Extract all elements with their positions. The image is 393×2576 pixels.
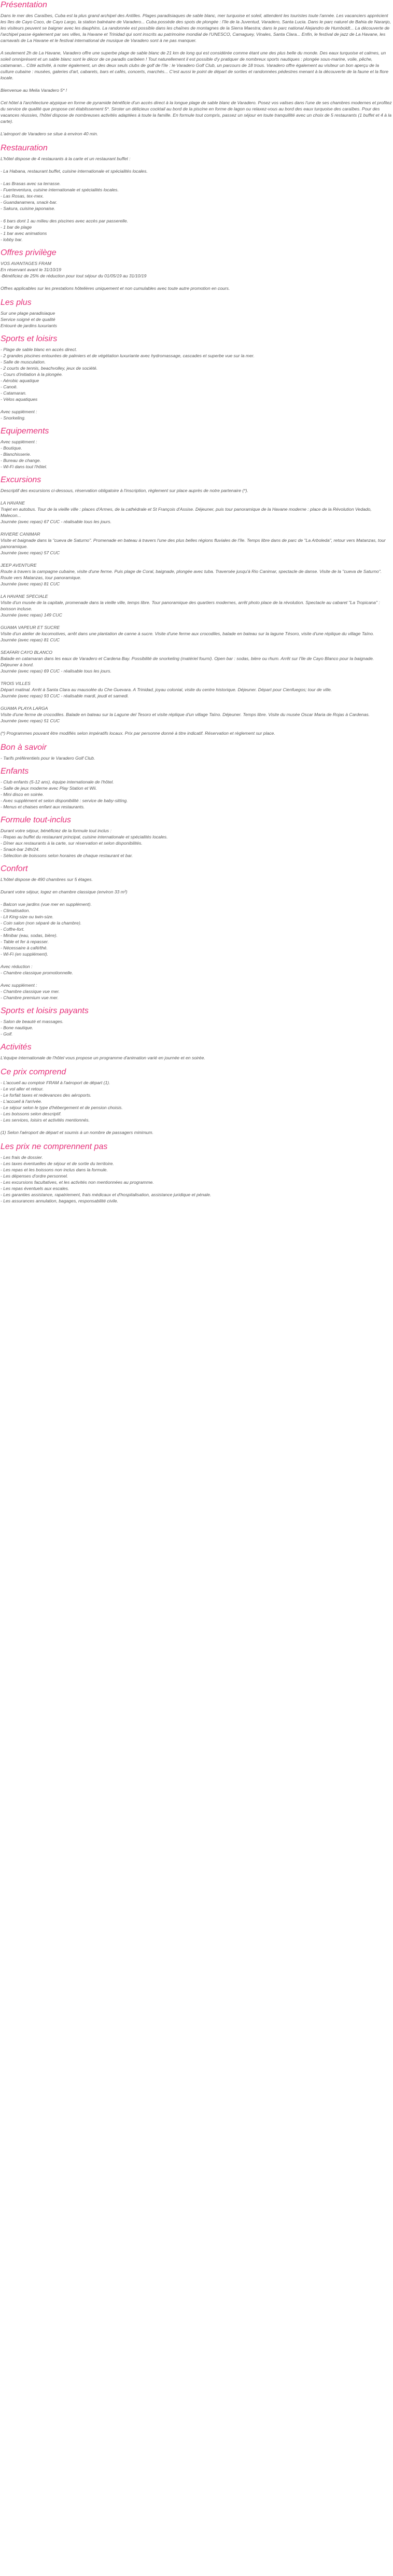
ce-prix-note: (1) Selon l'aéroport de départ et soumis à un nombre de passagers minimum. bbox=[1, 1130, 153, 1135]
list-item: - Cours d'initiation à la plongée. bbox=[1, 372, 63, 377]
offres-section bbox=[1, 248, 392, 291]
presentation-heading: Présentation bbox=[1, 1, 47, 9]
list-item: - Golf. bbox=[1, 1031, 13, 1037]
list-item: - Sakura, cuisine japonaise. bbox=[1, 206, 55, 211]
offres-heading: Offres privilège bbox=[1, 248, 57, 257]
excursion-name: SEAFARI CAYO BLANCO bbox=[1, 650, 52, 655]
excursion-description: Visite d'une ferme de crocodiles. Balade en bateau sur la Lagune del Tesoro et visite réplique d'un village Taïno. Déjeuner. Temps libre. Visite du musée Oscar Maria de Rojas à Cardenas. bbox=[1, 712, 370, 717]
restauration-intro: L'hôtel dispose de 4 restaurants à la carte et un restaurant buffet : bbox=[1, 156, 131, 161]
list-item: - 1 bar de plage bbox=[1, 225, 32, 230]
list-item: - Boutique. bbox=[1, 445, 22, 451]
page bbox=[0, 0, 393, 1204]
formule-heading: Formule tout-inclus bbox=[1, 816, 72, 824]
excursion-item bbox=[1, 624, 392, 649]
list-item: - Le forfait taxes et redevances des aéroports. bbox=[1, 1093, 92, 1098]
list-item: - Fuerteventura, cuisine internationale et spécialités locales. bbox=[1, 187, 119, 192]
excursion-item bbox=[1, 500, 392, 531]
list-item: - 6 bars dont 1 au milieu des piscines avec accès par passerelle. bbox=[1, 218, 129, 223]
list-item: Durant votre séjour, logez en chambre classique (environ 33 m²) bbox=[1, 889, 128, 894]
list-item: - Guandanamera, snack-bar. bbox=[1, 200, 58, 205]
restaurant-list bbox=[1, 168, 392, 243]
excursion-description: Balade en catamaran dans les eaux de Varadero et Cardena Bay. Possibilité de snorkeling (matériel fourni). Open bar : sodas, bière ou rhum. Arrêt sur l'île de Cayo Blanco pour la baignade. Déjeuner à bord. bbox=[1, 656, 374, 667]
excursion-item bbox=[1, 562, 392, 593]
presentation-section bbox=[1, 0, 392, 137]
list-item: Avec supplément : bbox=[1, 439, 37, 444]
list-item: - Les dépenses d'ordre personnel. bbox=[1, 1173, 68, 1179]
presentation-paragraph: A seulement 2h de La Havane, Varadero offre une superbe plage de sable blanc de 21 km de long qui est considérée comme étant une des plus belle du monde. Des eaux turquoise et calmes, un soleil omniprésent et un sable blanc sont le décor de ce paradis caribéen ! Tout naturellement il est possible d'y pratiquer de nombreux sports nautiques : plongée sous-marine, voile, pêche, catamaran... Côté activité, à noter également, un des deux seuls clubs de golf de l'île : le Varadero Golf Club, un parcours de 18 trous. Varadero offre également au visiteur un bon aperçu de la culture cubaine : musées, galeries d'art, cabarets, bars et cafés, concerts, marchés... C'est aussi le point de départ de sorties et randonnées pédestres menant à la découverte de la faune et la flore locale. bbox=[1, 50, 389, 80]
excursion-name: RIVIERE CANIMAR bbox=[1, 531, 40, 537]
excursion-description: Visite d'un musée de la capitale, promenade dans la vieille ville, temps libre. Tour panoramique des quartiers modernes, arrêt photo place de la révolution. Spectacle au cabaret "La Tropicana" : boisson incluse. bbox=[1, 600, 380, 611]
list-item: - Avec supplément et selon disponibilité : service de baby-sitting. bbox=[1, 798, 128, 803]
ne-comprennent-section bbox=[1, 1142, 392, 1204]
list-item: Sur une plage paradisiaque bbox=[1, 311, 55, 316]
excursion-price: Journée (avec repas) 69 CUC - réalisable tous les jours. bbox=[1, 668, 111, 674]
excursion-item bbox=[1, 705, 392, 730]
list-item: - L'accueil à l'arrivée. bbox=[1, 1099, 43, 1104]
confort-heading: Confort bbox=[1, 864, 28, 873]
excursion-price: Journée (avec repas) 93 CUC - réalisable mardi, jeudi et samedi. bbox=[1, 693, 129, 698]
list-item: - Les services, loisirs et activités mentionnés. bbox=[1, 1117, 90, 1123]
excursion-price: Journée (avec repas) 67 CUC - réalisable tous les jours. bbox=[1, 519, 111, 524]
list-item: Avec supplément : bbox=[1, 409, 37, 414]
list-item: - Le vol aller et retour. bbox=[1, 1086, 44, 1091]
offres-line: En réservant avant le 31/10/19 bbox=[1, 267, 62, 272]
excursion-price: Journée (avec repas) 81 CUC bbox=[1, 581, 60, 586]
excursion-name: TROIS VILLES bbox=[1, 681, 31, 686]
list-item: - L'accueil au comptoir FRAM à l'aéroport de départ (1). bbox=[1, 1080, 110, 1085]
enfants-heading: Enfants bbox=[1, 767, 29, 776]
plus-section bbox=[1, 298, 392, 329]
list-item: - Chambre premium vue mer. bbox=[1, 995, 59, 1000]
list-item: - Bone nautique. bbox=[1, 1025, 34, 1030]
list-item: - Menus et chaises enfant aux restaurants. bbox=[1, 804, 85, 809]
list-item: - Las Rosas, tex-mex. bbox=[1, 193, 44, 199]
list-item: - La Habana, restaurant buffet, cuisine internationale et spécialités locales. bbox=[1, 169, 148, 174]
excursion-name: JEEP AVENTURE bbox=[1, 563, 37, 568]
list-item: - Les repas et les boissons non inclus dans la formule. bbox=[1, 1167, 108, 1172]
activites-heading: Activités bbox=[1, 1043, 32, 1052]
list-item: - Club enfants (5-12 ans), équipe internationale de l'hôtel. bbox=[1, 779, 114, 785]
list-item bbox=[1, 402, 392, 409]
excursion-item bbox=[1, 649, 392, 680]
activites-text: L'équipe internationale de l'hôtel vous propose un programme d'animation varié en journée et en soirée. bbox=[1, 1055, 205, 1060]
list-item: - Vélos aquatiques bbox=[1, 397, 38, 402]
list-item: - Snorkeling. bbox=[1, 415, 26, 421]
list-item: - Wi-Fi (en supplément). bbox=[1, 951, 49, 957]
list-item: - Climatisation. bbox=[1, 908, 30, 913]
excursion-description: Visite d'un atelier de locomotives, arrêt dans une plantation de canne à sucre. Visite d'une ferme aux crocodiles, balade en bateau sur la lagune Tésoro, visite d'une réplique du village Taïno. bbox=[1, 631, 374, 636]
ne-comprennent-heading: Les prix ne comprennent pas bbox=[1, 1142, 108, 1151]
ce-prix-section bbox=[1, 1067, 392, 1136]
confort-section bbox=[1, 864, 392, 1001]
restauration-section bbox=[1, 143, 392, 243]
list-item: - Salon de beauté et massages. bbox=[1, 1019, 64, 1024]
bon-savoir-section bbox=[1, 743, 392, 761]
list-item: - 1 bar avec animations bbox=[1, 231, 47, 236]
bon-savoir-heading: Bon à savoir bbox=[1, 743, 47, 752]
list-item: - Sélection de boissons selon horaires de chaque restaurant et bar. bbox=[1, 853, 133, 858]
list-item: Service soigné et de qualité bbox=[1, 317, 55, 322]
list-item: - Le séjour selon le type d'hébergement et de pension choisis. bbox=[1, 1105, 123, 1110]
excursion-name: GUAMA VAPEUR ET SUCRE bbox=[1, 625, 60, 630]
excursion-description: Trajet en autobus. Tour de la vieille ville : places d'Armes, de la cathédrale et St François d'Assise. Déjeuner, puis tour panoramique de la Havane moderne : place de la Révolution Vedado, Malecon... bbox=[1, 507, 372, 518]
list-item: - Tarifs préférentiels pour le Varadero Golf Club. bbox=[1, 755, 95, 761]
excursion-price: Journée (avec repas) 51 CUC bbox=[1, 718, 60, 723]
excursion-price: Journée (avec repas) 149 CUC bbox=[1, 612, 62, 618]
list-item: - Wi-Fi dans tout l'hôtel. bbox=[1, 464, 47, 469]
list-item bbox=[1, 174, 392, 180]
list-item: Durant votre séjour, bénéficiez de la formule tout inclus : bbox=[1, 828, 111, 833]
list-item: - lobby bar. bbox=[1, 237, 23, 242]
excursions-heading: Excursions bbox=[1, 475, 41, 484]
list-item: - 2 grandes piscines entourées de palmiers et de végétation luxuriante avec hydromassage, cascades et superbe vue sur la mer. bbox=[1, 353, 255, 358]
sports-payants-section bbox=[1, 1006, 392, 1037]
list-item: - Balcon vue jardins (vue mer en supplément). bbox=[1, 902, 92, 907]
list-item: - Les taxes éventuelles de séjour et de sortie du territoire. bbox=[1, 1161, 114, 1166]
list-item: - Plage de sable blanc en accès direct. bbox=[1, 347, 77, 352]
presentation-paragraph: L'aéroport de Varadero se situe à environ 40 min. bbox=[1, 131, 99, 136]
excursion-item bbox=[1, 593, 392, 624]
list-item: - Chambre classique vue mer. bbox=[1, 989, 60, 994]
equipements-section bbox=[1, 426, 392, 470]
list-item bbox=[1, 957, 392, 963]
excursion-description: Route à travers la campagne cubaine, visite d'une ferme. Puis plage de Coral, baignade, plongée avec tuba. Traversée jusqu'à Rio Canimar, spectacle de danse. Visite de la "cueva de Saturno". Route vers Matanzas, tour panoramique. bbox=[1, 569, 382, 580]
list-item: - Les repas éventuels aux escales. bbox=[1, 1186, 69, 1191]
list-item: - Les boissons selon descriptif. bbox=[1, 1111, 62, 1116]
excursions-footnote: (*) Programmes pouvant être modifiés selon impératifs locaux. Prix par personne donné à titre indicatif. Réservation et règlement sur place. bbox=[1, 731, 275, 736]
list-item: - Les garanties assistance, rapatriement, frais médicaux et d'hospitalisation, assistance juridique et pénale. bbox=[1, 1192, 212, 1197]
list-item: - Salle de musculation. bbox=[1, 359, 46, 365]
plus-heading: Les plus bbox=[1, 298, 32, 307]
excursion-description: Visite et baignade dans la "cueva de Saturno". Promenade en bateau à travers l'une des plus belles régions fluviales de l'île. Temps libre dans de parc de "La Arboleda", retour vers Matanzas, tour panoramique. bbox=[1, 538, 386, 549]
list-item: - Snack-bar 24h/24. bbox=[1, 847, 40, 852]
list-item bbox=[1, 976, 392, 982]
list-item: - Les excursions facultatives, et les activités non mentionnées au programme. bbox=[1, 1180, 154, 1185]
list-item: - Table et fer à repasser. bbox=[1, 939, 49, 944]
list-item: - Salle de jeux moderne avec Play Station et Wii. bbox=[1, 786, 97, 791]
confort-intro: L'hôtel dispose de 490 chambres sur 5 étages. bbox=[1, 877, 93, 882]
excursion-description: Départ matinal. Arrêt à Santa Clara au mausolée du Che Guevara. A Trinidad, joyau colonial, visite du centre historique. Déjeuner. Départ pour Cienfuegos; tour de ville. bbox=[1, 687, 332, 692]
list-item: - Lit King-size ou twin-size. bbox=[1, 914, 54, 919]
list-item: - Coin salon (non séparé de la chambre). bbox=[1, 920, 82, 926]
excursion-name: LA HAVANE bbox=[1, 500, 25, 506]
list-item: - 2 courts de tennis, beachvolley, jeux de société. bbox=[1, 366, 98, 371]
excursion-price: Journée (avec repas) 57 CUC bbox=[1, 550, 60, 555]
list-item: - Repas au buffet du restaurant principal, cuisine internationale et spécialités locales. bbox=[1, 834, 168, 839]
enfants-section bbox=[1, 766, 392, 810]
list-item: - Les assurances annulation, bagages, responsabilité civile. bbox=[1, 1198, 118, 1203]
list-item: - Aérobic aquatique bbox=[1, 378, 39, 383]
restauration-heading: Restauration bbox=[1, 144, 48, 152]
list-item: Avec supplément : bbox=[1, 983, 37, 988]
list-item: - Canoë. bbox=[1, 384, 18, 389]
sports-heading: Sports et loisirs bbox=[1, 334, 58, 343]
activites-section bbox=[1, 1042, 392, 1061]
list-item: - Chambre classique promotionnelle. bbox=[1, 970, 73, 975]
list-item: Avec réduction : bbox=[1, 964, 33, 969]
list-item bbox=[1, 895, 392, 901]
offres-line: VOS AVANTAGES FRAM bbox=[1, 261, 51, 266]
list-item: Entouré de jardins luxuriants bbox=[1, 323, 57, 328]
excursion-price: Journée (avec repas) 81 CUC bbox=[1, 637, 60, 642]
presentation-paragraph: Bienvenue au Melia Varadero 5* ! bbox=[1, 88, 67, 93]
list-item: - Dîner aux restaurants à la carte, sur réservation et selon disponibilités. bbox=[1, 841, 143, 846]
presentation-paragraph: Cet hôtel à l'architecture atypique en forme de pyramide bénéficie d'un accès direct à la longue plage de sable blanc de Varadero. Posez vos valises dans l'une de ses chambres modernes et profitez du service de qualité que propose cet établissement 5*. Siroter un délicieux cocktail au bord de la piscine en forme de lagon ou relaxez-vous au bord des eaux turquoise des caraïbes. Pour des vacances réussies, l'hôtel dispose de nombreuses activités adaptées à toute la famille. En formule tout compris, passez un séjour en toute tranquillité avec un choix de 5 restaurants (1 buffet et 4 à la carte). bbox=[1, 100, 392, 124]
list-item: - Las Brasas avec sa terrasse. bbox=[1, 181, 61, 186]
excursion-name: GUAMA PLAYA LARGA bbox=[1, 706, 48, 711]
excursion-item bbox=[1, 531, 392, 562]
equipements-heading: Equipements bbox=[1, 427, 49, 436]
excursion-name: LA HAVANE SPECIALE bbox=[1, 594, 48, 599]
sports-section bbox=[1, 334, 392, 421]
excursions-intro: Descriptif des excursions ci-dessous, réservation obligatoire à l'inscription, règlement sur place auprès de notre partenaire (*). bbox=[1, 488, 248, 493]
list-item bbox=[1, 212, 392, 218]
list-item: - Mini disco en soirée. bbox=[1, 792, 44, 797]
excursion-item bbox=[1, 680, 392, 705]
ce-prix-heading: Ce prix comprend bbox=[1, 1068, 66, 1076]
list-item: - Catamaran. bbox=[1, 390, 27, 396]
excursions-section bbox=[1, 475, 392, 736]
list-item: - Blanchisserie. bbox=[1, 452, 31, 457]
offres-note: Offres applicables sur les prestations hôtelières uniquement et non cumulables avec toute autre promotion en cours. bbox=[1, 286, 230, 291]
offres-line: -Bénéficiez de 25% de réduction pour tout séjour du 01/05/19 au 31/10/19 bbox=[1, 273, 147, 278]
presentation-paragraph: Dans le mer des Caraïbes, Cuba est la plus grand archipel des Antilles. Plages paradisiaques de sable blanc, mer turquoise et soleil, attendent les touristes toute l'année. Les vacanciers apprécient les îles de Cayo Coco, de Cayo Largo, la station balnéaire de Varadero... Cuba possède des spots de plongée : l'île de la Juventud, Varadero, Santa Lucia. Dans le parc naturel de Bahia de Naranjo, les visiteurs peuvent se baigner avec les dauphins. La randonnée est possible dans les chaînes de montagnes de la Sierra Maestra; dans le parc national Alejandro de Humboldt... La découverte de l'archipel passe également par ses villes, la Havane et Trinidad qui sont inscrits au patrimoine mondial de l'UNESCO, Camaguey, Vinales, Santa Clara... Enfin, le festival de jazz de La Havane, les carnavals de La Havane et le festival international de musique de Varadero sont à ne pas manquer. bbox=[1, 13, 391, 43]
list-item: - Nécessaire à café/thé. bbox=[1, 945, 48, 950]
list-item: - Bureau de change. bbox=[1, 458, 41, 463]
list-item: - Coffre-fort. bbox=[1, 927, 25, 932]
formule-section bbox=[1, 815, 392, 859]
list-item: - Minibar (eau, sodas, bière). bbox=[1, 933, 58, 938]
sports-payants-heading: Sports et loisirs payants bbox=[1, 1006, 89, 1015]
list-item: - Les frais de dossier. bbox=[1, 1155, 43, 1160]
